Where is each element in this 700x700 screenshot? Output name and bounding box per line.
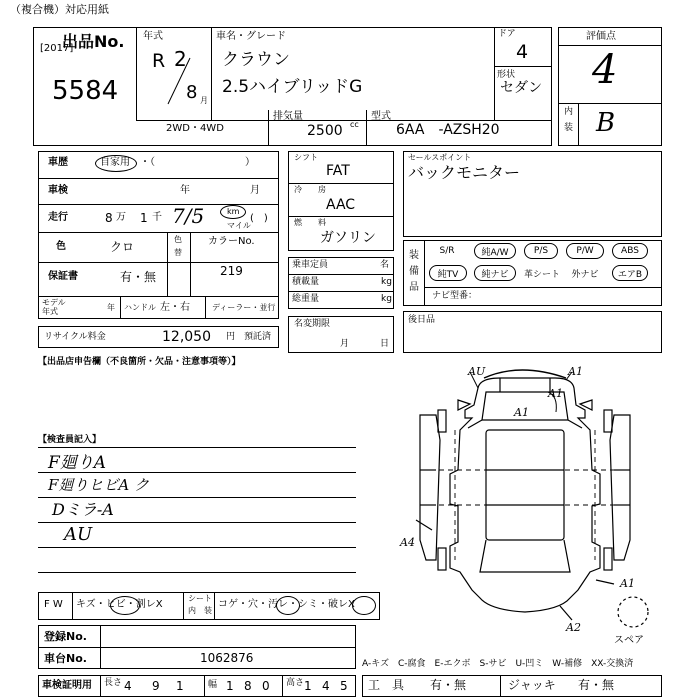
spare-label: スペア bbox=[614, 635, 644, 646]
warranty-value: 有・無 bbox=[120, 270, 157, 284]
displacement-unit: cc bbox=[350, 120, 359, 129]
equip-power-windows: P/W bbox=[566, 243, 604, 259]
mileage-sen: 1 bbox=[140, 211, 148, 225]
weight-unit: kg bbox=[381, 294, 392, 304]
length-3: 1 bbox=[176, 679, 184, 693]
color-code-label: カラーNo. bbox=[208, 236, 255, 247]
damage-mark-a4: A4 bbox=[400, 536, 415, 549]
recycle-unit: 円 bbox=[226, 332, 236, 342]
equip-alloy-wheels: 純A/W bbox=[474, 243, 516, 259]
equipment-label-3: 品 bbox=[409, 282, 419, 293]
score-value: 4 bbox=[592, 47, 618, 93]
form-note: （複合機）対応用紙 bbox=[10, 3, 109, 16]
fw-label: F W bbox=[44, 599, 63, 610]
chassis-value: 1062876 bbox=[200, 651, 254, 665]
width-3: 0 bbox=[262, 679, 270, 693]
registration-label: 登録No. bbox=[44, 630, 87, 643]
sales-point-label: セールスポイント bbox=[408, 153, 472, 162]
mileage-man-unit: 万 bbox=[116, 212, 126, 223]
capacity-label: 乗車定員 bbox=[292, 260, 329, 270]
doors-value: 4 bbox=[516, 41, 529, 63]
equip-airbag: エアB bbox=[612, 265, 648, 281]
name-change-month: 月 bbox=[340, 339, 350, 349]
color-value: クロ bbox=[110, 240, 135, 254]
height-2: 4 bbox=[322, 679, 330, 693]
shift-value: FAT bbox=[326, 163, 350, 179]
fw-interior-1: シート bbox=[188, 594, 212, 603]
year-label: 年式 bbox=[143, 31, 163, 42]
type-label: 型式 bbox=[371, 111, 391, 122]
width-label: 幅 bbox=[208, 680, 218, 690]
weight-label: 総重量 bbox=[292, 294, 320, 304]
fw-stains: コゲ・穴・汚レ・シミ・破レX bbox=[218, 599, 355, 610]
type-value: 6AA -AZSH20 bbox=[396, 122, 500, 138]
mileage-handwritten: 7/5 bbox=[172, 204, 205, 228]
mileage-label: 走行 bbox=[48, 212, 68, 223]
recycle-label: リサイクル料金 bbox=[44, 332, 106, 342]
ac-value: AAC bbox=[326, 197, 356, 213]
mileage-km: km bbox=[227, 207, 240, 216]
year-month-unit: 月 bbox=[200, 96, 208, 105]
year-month: 8 bbox=[186, 82, 198, 103]
dealer-label: ディーラー・並行 bbox=[212, 303, 276, 312]
model-year-unit: 年 bbox=[107, 303, 115, 312]
inspection-label: 車検 bbox=[48, 185, 68, 196]
name-change-day: 日 bbox=[380, 339, 390, 349]
shift-label: シフト bbox=[294, 153, 318, 162]
history-rest: ・（ ） bbox=[140, 157, 255, 168]
inspection-month-unit: 月 bbox=[250, 185, 260, 196]
jack-value: 有・無 bbox=[578, 678, 615, 692]
color-replace-2: 替 bbox=[174, 248, 182, 257]
length-2: 9 bbox=[152, 679, 160, 693]
load-unit: kg bbox=[381, 277, 392, 287]
equipment-label-2: 備 bbox=[409, 266, 419, 277]
tools-label: 工 具 bbox=[368, 678, 405, 692]
width-2: 8 bbox=[244, 679, 252, 693]
interior-value: B bbox=[596, 108, 616, 138]
year-era: R bbox=[152, 50, 166, 72]
navi-model-label: ナビ型番： bbox=[432, 291, 478, 301]
recycle-deposit: 預託済 bbox=[244, 332, 272, 342]
equip-power-steering: P/S bbox=[524, 243, 558, 259]
equip-leather: 革シート bbox=[523, 269, 560, 280]
inspector-line-1: F廻りA bbox=[48, 453, 107, 473]
sales-point-value: バックモニター bbox=[408, 163, 521, 182]
inspection-year-unit: 年 bbox=[180, 185, 190, 196]
color-label: 色 bbox=[56, 241, 66, 252]
capacity-unit: 名 bbox=[380, 260, 390, 270]
doors-label: ドア bbox=[498, 29, 516, 39]
inspector-label: 【検査員記入】 bbox=[38, 435, 102, 445]
model-year-label-2: 年式 bbox=[42, 307, 58, 316]
color-replace-1: 色 bbox=[174, 235, 182, 244]
chassis-label: 車台No. bbox=[44, 652, 87, 665]
fuel-label-2: 料 bbox=[318, 218, 326, 227]
handle-value: 左・右 bbox=[160, 302, 190, 313]
damage-mark-au: AU bbox=[468, 365, 486, 378]
lot-label: 出品No. bbox=[62, 32, 125, 51]
name-change-label: 名変期限 bbox=[294, 319, 331, 329]
equip-tv: 純TV bbox=[429, 265, 467, 281]
damage-mark-a2: A2 bbox=[566, 621, 581, 634]
handle-label: ハンドル bbox=[124, 303, 156, 312]
warranty-label: 保証書 bbox=[48, 271, 78, 282]
equip-abs: ABS bbox=[612, 243, 648, 259]
score-label: 評価点 bbox=[586, 31, 616, 42]
recycle-value: 12,050 bbox=[162, 329, 211, 345]
length-label: 長さ bbox=[104, 678, 123, 688]
ac-label-2: 房 bbox=[318, 185, 326, 194]
mileage-man: 8 bbox=[105, 211, 113, 225]
equip-navi: 純ナビ bbox=[474, 265, 516, 281]
damage-legend: A-キズ C-腐食 E-エクボ S-サビ U-凹ミ W-補修 XX-交換済 bbox=[362, 659, 634, 669]
body-label: 形状 bbox=[497, 70, 516, 80]
damage-mark-a1-roof: A1 bbox=[548, 387, 563, 400]
history-value: 自家用 bbox=[100, 157, 130, 168]
damage-mark-a1-windshield: A1 bbox=[514, 406, 529, 419]
mileage-sen-unit: 千 bbox=[152, 212, 162, 223]
model-label: 車名・グレード bbox=[216, 31, 286, 42]
jack-label: ジャッキ bbox=[508, 678, 556, 692]
damage-mark-a1-rear: A1 bbox=[620, 577, 635, 590]
height-label: 高さ bbox=[286, 678, 305, 688]
height-1: 1 bbox=[304, 679, 312, 693]
mileage-paren: ( ) bbox=[250, 213, 268, 224]
declaration-label: 【出品店申告欄（不良箇所・欠品・注意事項等）】 bbox=[38, 357, 241, 367]
length-1: 4 bbox=[124, 679, 132, 693]
lot-number: 5584 bbox=[52, 76, 119, 106]
equip-ext-navi: 外ナビ bbox=[571, 269, 599, 280]
drive-label: 2WD・4WD bbox=[166, 123, 224, 134]
inspector-line-4: AU bbox=[64, 524, 93, 545]
interior-label-2: 装 bbox=[564, 123, 574, 133]
tools-value: 有・無 bbox=[430, 678, 467, 692]
height-3: 5 bbox=[340, 679, 348, 693]
fw-interior-2: 内 装 bbox=[188, 606, 212, 615]
damage-mark-a1-top: A1 bbox=[568, 365, 583, 378]
ac-label-1: 冷 bbox=[294, 185, 302, 194]
inspector-line-3: Dミラ-A bbox=[52, 500, 114, 519]
history-label: 車歴 bbox=[48, 157, 68, 168]
equipment-label-1: 装 bbox=[409, 250, 419, 261]
interior-label-1: 内 bbox=[564, 107, 574, 117]
fuel-label-1: 燃 bbox=[294, 218, 302, 227]
fw-damage: キズ・ヒビ・割レX bbox=[76, 599, 163, 610]
equip-sr: S/R bbox=[439, 246, 455, 256]
inspector-line-2: F廻りヒビA ク bbox=[48, 476, 150, 494]
model-grade: 2.5ハイブリッドG bbox=[222, 77, 363, 97]
model-name: クラウン bbox=[222, 50, 290, 70]
year-stamp: [2017] bbox=[40, 43, 74, 54]
load-label: 積載量 bbox=[292, 277, 320, 287]
mileage-mile: マイル bbox=[227, 221, 251, 230]
dimensions-label: 車検証明用 bbox=[42, 680, 92, 691]
body-value: セダン bbox=[500, 80, 543, 96]
model-year-label-1: モデル bbox=[42, 298, 66, 307]
fuel-value: ガソリン bbox=[320, 230, 376, 246]
displacement-value: 2500 bbox=[307, 123, 343, 139]
year-value: 2 bbox=[174, 47, 187, 71]
later-day-label: 後日品 bbox=[408, 315, 436, 325]
width-1: 1 bbox=[226, 679, 234, 693]
color-code-value: 219 bbox=[220, 264, 243, 278]
displacement-label: 排気量 bbox=[273, 111, 303, 122]
